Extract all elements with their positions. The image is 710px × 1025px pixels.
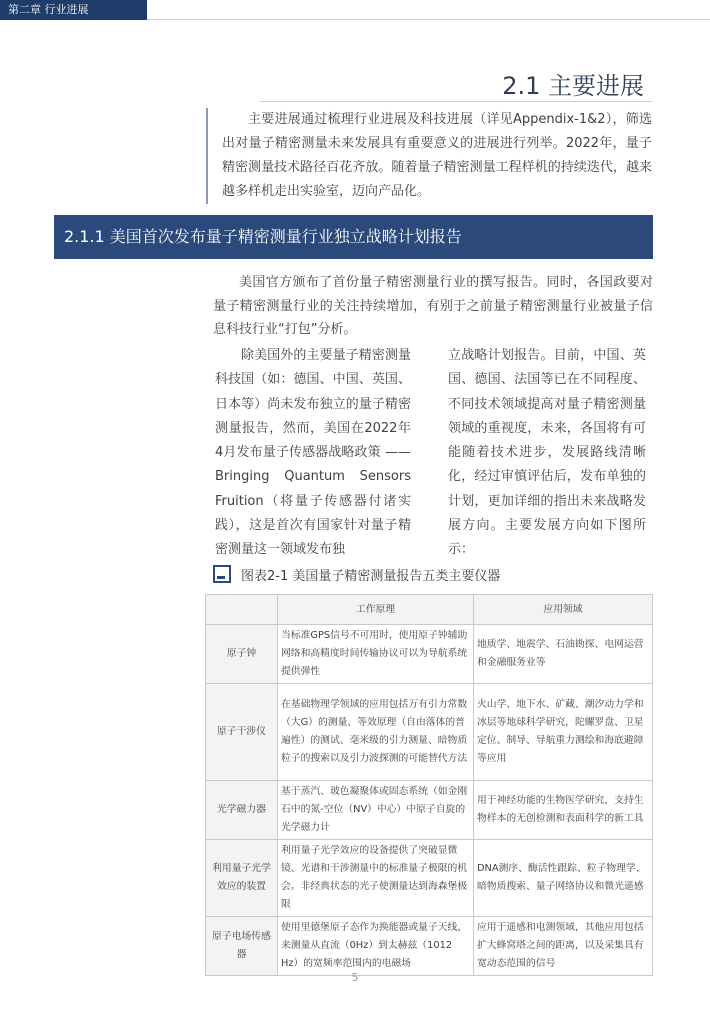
- table-row: [206, 840, 653, 917]
- table-header-principle: 工作原理: [278, 595, 474, 625]
- body-column-left: 除美国外的主要量子精密测量科技国（如：德国、中国、英国、日本等）尚未发布独立的量子精密测量报告，然而，美国在2022年4月发布量子传感器战略政策 ——Bringing Quantum Sensors Fruition（将量子传感器付诸实践），这是首次有国家针对量子精密测量这一领域发布独: [215, 348, 411, 558]
- table-cell-application: 火山学、地下水、矿藏、潮汐动力学和冰层等地球科学研究，陀螺罗盘、卫星定位、制导、导航重力测绘和海底避障等应用: [474, 684, 653, 781]
- table-row: [206, 781, 653, 840]
- header-divider: [147, 19, 710, 20]
- section-title: 2.1 主要进展: [502, 72, 644, 100]
- table-cell-application: 用于神经功能的生物医学研究，支持生物样本的无创检测和表面科学的新工具: [474, 781, 653, 840]
- table-cell-instrument: 原子电场传感器: [206, 917, 278, 976]
- table-cell-application: DNA测序、酶活性跟踪、粒子物理学、暗物质搜索、量子网络协议和微光遥感: [474, 840, 653, 917]
- figure-icon: [213, 565, 231, 583]
- table-cell-principle: 在基础物理学领域的应用包括万有引力常数（大G）的测量、等效原理（自由落体的普遍性）的测试、毫米级的引力测量、暗物质粒子的搜索以及引力波探测的可能替代方法: [278, 684, 474, 781]
- subsection-title: 2.1.1 美国首次发布量子精密测量行业独立战略计划报告: [64, 227, 462, 246]
- table-cell-application: 应用于遥感和电测领域，其他应用包括扩大蜂窝塔之间的距离，以及采集具有宽动态范围的信号: [474, 917, 653, 976]
- figure-caption: [213, 564, 500, 584]
- table-header-application: 应用领域: [474, 595, 653, 625]
- subsection-paragraph: 美国官方颁布了首份量子精密测量行业的撰写报告。同时，各国政要对量子精密测量行业的关注持续增加，有别于之前量子精密测量行业被量子信息科技行业“打包”分析。: [213, 275, 653, 337]
- chapter-tab: 第二章 行业进展: [0, 0, 147, 20]
- table-header-row: [206, 595, 653, 625]
- table-cell-instrument: 原子钟: [206, 625, 278, 684]
- table-cell-principle: 基于蒸汽、玻色凝聚体或固态系统（如金刚石中的氮-空位（NV）中心）中原子自旋的光学磁力计: [278, 781, 474, 840]
- table-row: [206, 625, 653, 684]
- section-title-divider: [260, 101, 652, 102]
- table-cell-principle: 利用量子光学效应的设备提供了突破显微镜、光谱和干涉测量中的标准量子极限的机会。非经典状态的光子使测量达到海森堡极限: [278, 840, 474, 917]
- table-cell-instrument: 利用量子光学效应的装置: [206, 840, 278, 917]
- page-number: 5: [351, 971, 359, 984]
- table-cell-instrument: 原子干涉仪: [206, 684, 278, 781]
- instrument-table: [205, 594, 653, 976]
- figure-caption-text: 图表2-1 美国量子精密测量报告五类主要仪器: [241, 568, 501, 584]
- table-cell-instrument: 光学磁力器: [206, 781, 278, 840]
- table-row: [206, 917, 653, 976]
- table-row: [206, 684, 653, 781]
- subsection-banner: [54, 215, 653, 259]
- table-cell-application: 地质学、地震学、石油勘探、电网运营和金融服务业等: [474, 625, 653, 684]
- body-column-right: 立战略计划报告。目前，中国、英国、德国、法国等已在不同程度、不同技术领域提高对量子精密测量领域的重视度，未来，各国将有可能随着技术进步，发展路线清晰化，经过审慎评估后，发布单独的计划，更加详细的指出未来战略发展方向。主要发展方向如下图所示：: [448, 348, 646, 558]
- table-cell-principle: 当标准GPS信号不可用时，使用原子钟辅助网络和高精度时间传输协议可以为导航系统提供弹性: [278, 625, 474, 684]
- section-intro: 主要进展通过梳理行业进展及科技进展（详见Appendix-1&2），筛选出对量子精密测量未来发展具有重要意义的进展进行列举。2022年，量子精密测量技术路径百花齐放。随着量子精密测量工程样机的持续迭代，越来越多样机走出实验室，迈向产品化。: [206, 108, 652, 204]
- table-cell-principle: 使用里德堡原子态作为换能器或量子天线，来测量从直流（0Hz）到太赫兹（1012 Hz）的宽频率范围内的电磁场: [278, 917, 474, 976]
- table-header-blank: [206, 595, 278, 625]
